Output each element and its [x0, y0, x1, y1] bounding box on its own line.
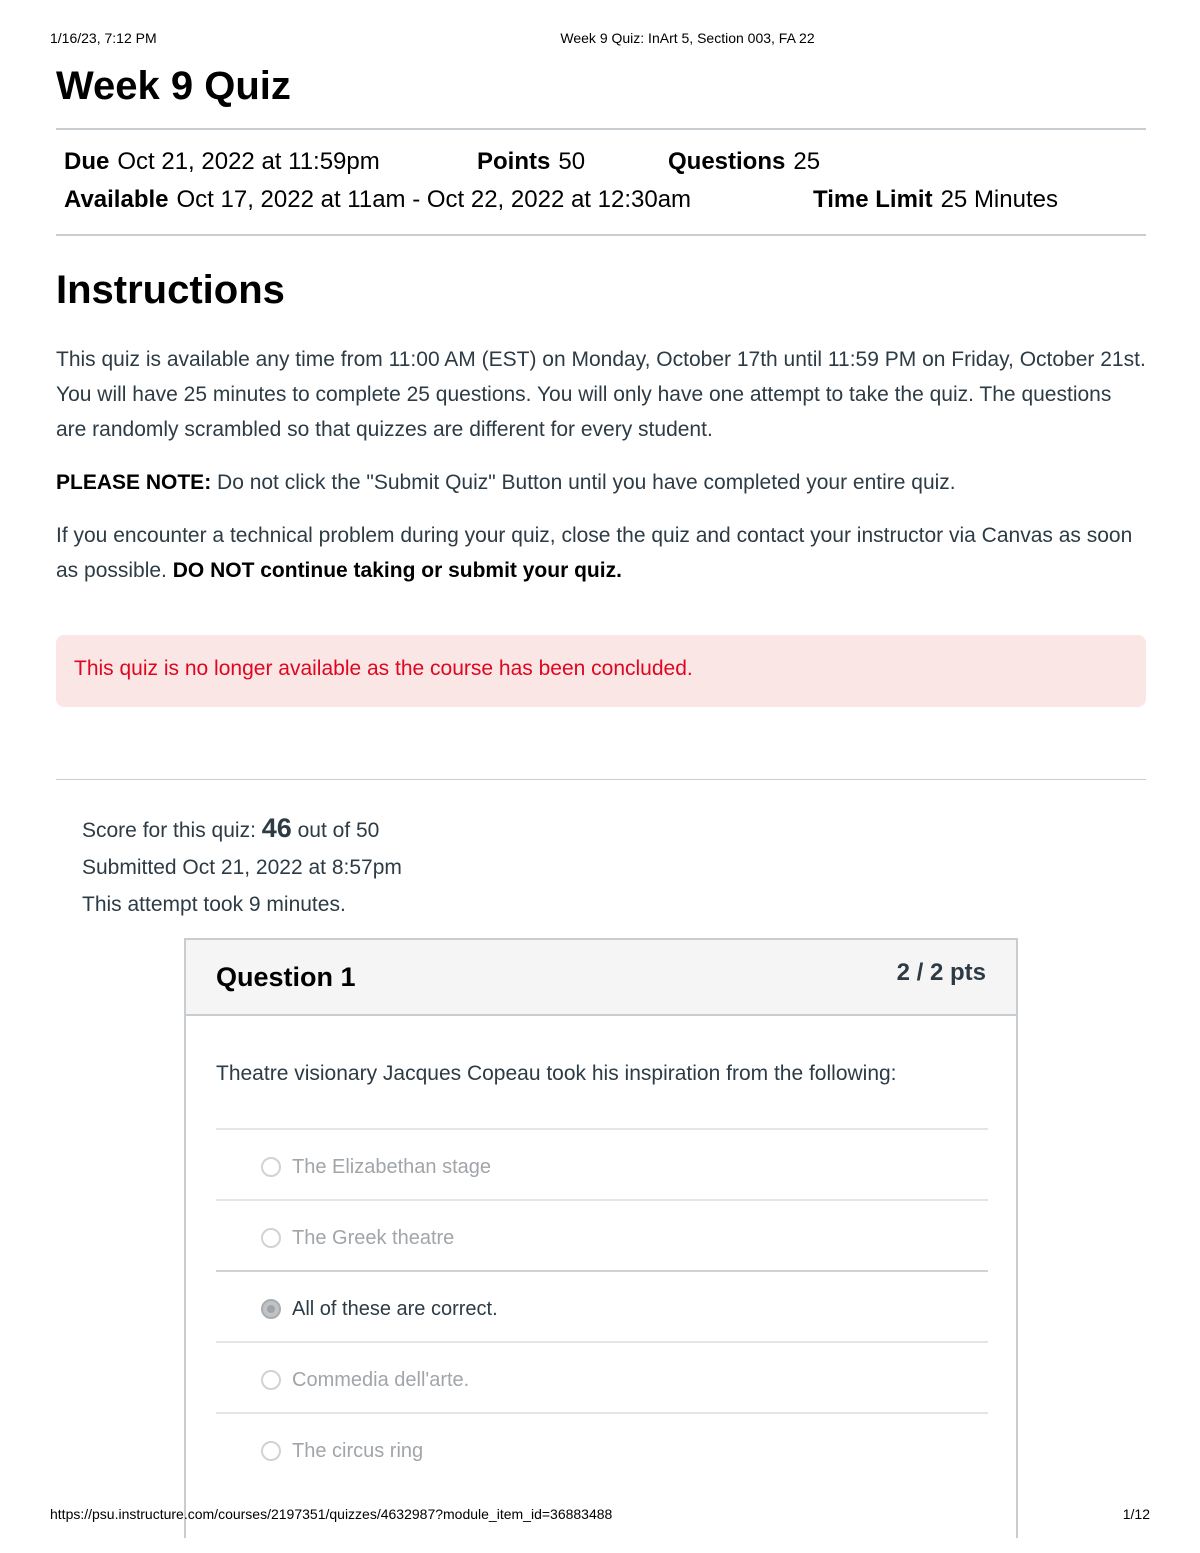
- score-value: 46: [261, 813, 292, 843]
- attempt-duration: This attempt took 9 minutes.: [82, 893, 346, 916]
- print-footer: [50, 1506, 1150, 1526]
- radio-selected-icon[interactable]: [261, 1299, 281, 1319]
- answer-option[interactable]: [216, 1412, 988, 1483]
- print-header: [50, 30, 1150, 50]
- radio-icon[interactable]: [261, 1228, 281, 1248]
- due-date: [64, 148, 380, 176]
- quiz-unavailable-alert: [56, 635, 1146, 707]
- note-label: PLEASE NOTE:: [56, 471, 212, 494]
- instructions-body: [56, 342, 1146, 606]
- score-summary: [82, 810, 402, 923]
- print-url: https://psu.instructure.com/courses/2197351/quizzes/4632987?module_item_id=36883488: [50, 1506, 613, 1522]
- answer-label: The Greek theatre: [292, 1227, 455, 1249]
- radio-icon[interactable]: [261, 1441, 281, 1461]
- questions-count: [668, 148, 820, 176]
- questions-label: Questions: [668, 148, 786, 175]
- instructions-technical: [56, 518, 1146, 588]
- answer-option[interactable]: [216, 1199, 988, 1270]
- question-points: 2 / 2 pts: [896, 959, 986, 986]
- page-number: 1/12: [1122, 1506, 1150, 1522]
- technical-text: If you encounter a technical problem during your quiz, close the quiz and contact your instructor via Canvas as soon as possible.: [56, 524, 1133, 582]
- answer-option[interactable]: [216, 1341, 988, 1412]
- answer-option-selected[interactable]: [216, 1270, 988, 1341]
- question-card: [184, 938, 1018, 1538]
- radio-icon[interactable]: [261, 1370, 281, 1390]
- submitted-time: Submitted Oct 21, 2022 at 8:57pm: [82, 856, 402, 879]
- divider: [56, 128, 1146, 130]
- answer-label: Commedia dell'arte.: [292, 1369, 470, 1391]
- radio-icon[interactable]: [261, 1157, 281, 1177]
- alert-message: This quiz is no longer available as the course has been concluded.: [74, 657, 693, 680]
- page-title: Week 9 Quiz: [56, 64, 291, 108]
- time-limit: [813, 186, 1058, 214]
- available-label: Available: [64, 186, 169, 213]
- questions-value: 25: [793, 148, 821, 175]
- instructions-note: [56, 465, 1146, 500]
- print-doc-title: Week 9 Quiz: InArt 5, Section 003, FA 22: [560, 30, 815, 46]
- answer-label: The Elizabethan stage: [292, 1156, 492, 1178]
- points: [477, 148, 585, 176]
- print-datetime: 1/16/23, 7:12 PM: [50, 30, 157, 46]
- question-header: [186, 940, 1016, 1016]
- instructions-heading: Instructions: [56, 268, 285, 312]
- note-text: Do not click the "Submit Quiz" Button until you have completed your entire quiz.: [211, 471, 956, 494]
- points-value: 50: [558, 148, 586, 175]
- question-title: Question 1: [216, 962, 356, 992]
- due-label: Due: [64, 148, 110, 175]
- time-limit-label: Time Limit: [813, 186, 933, 213]
- question-text: Theatre visionary Jacques Copeau took his inspiration from the following:: [216, 1062, 897, 1085]
- answer-label: All of these are correct.: [292, 1298, 498, 1320]
- points-label: Points: [477, 148, 551, 175]
- divider: [56, 234, 1146, 236]
- availability: [64, 186, 691, 214]
- divider: [56, 779, 1146, 780]
- score-line: [82, 810, 402, 849]
- instructions-paragraph: This quiz is available any time from 11:00 AM (EST) on Monday, October 17th until 11:59 PM on Friday, October 21st. You will have 25 minutes to complete 25 questions. You will only have one attempt to take the quiz. The questions are randomly scrambled so that quizzes are different for every student.: [56, 348, 1146, 441]
- time-limit-value: 25 Minutes: [940, 186, 1058, 213]
- answer-option[interactable]: [216, 1128, 988, 1199]
- available-value: Oct 17, 2022 at 11am - Oct 22, 2022 at 12:30am: [176, 186, 692, 213]
- answer-list: [216, 1128, 988, 1483]
- due-value: Oct 21, 2022 at 11:59pm: [117, 148, 380, 175]
- score-suffix: out of 50: [291, 819, 380, 842]
- score-prefix: Score for this quiz:: [82, 819, 262, 842]
- answer-label: The circus ring: [292, 1440, 424, 1462]
- technical-warning: DO NOT continue taking or submit your quiz.: [172, 559, 622, 582]
